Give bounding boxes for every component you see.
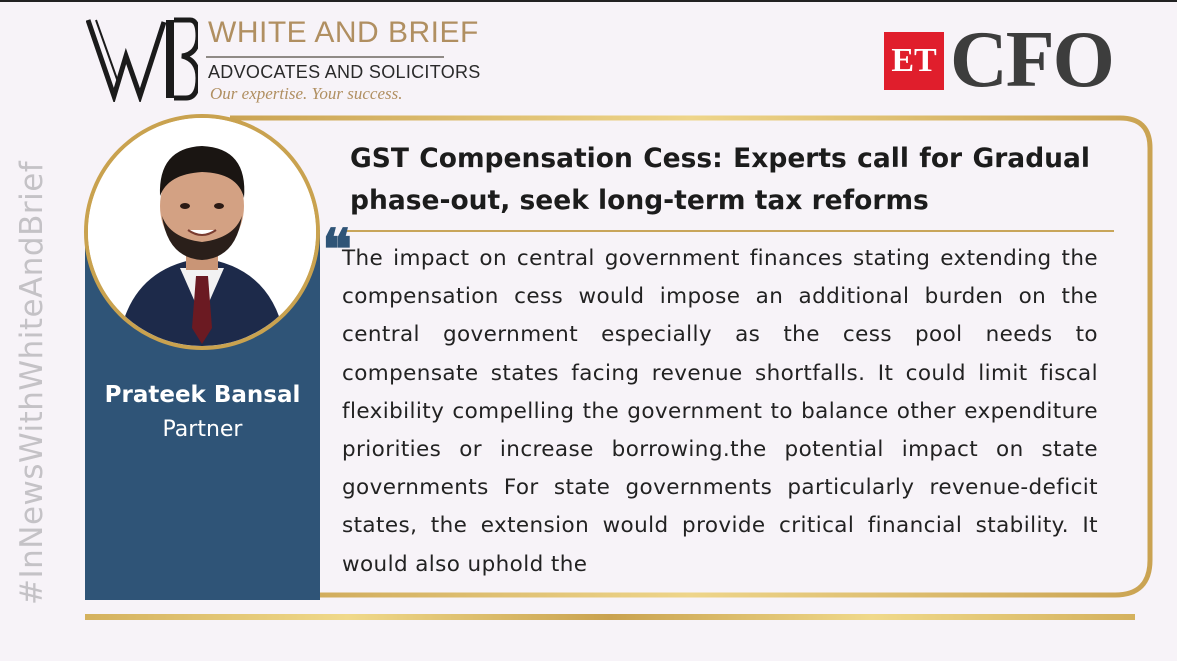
headline-divider xyxy=(342,230,1114,232)
firm-tagline: Our expertise. Your success. xyxy=(210,84,403,103)
wb-monogram-icon xyxy=(86,16,198,102)
hashtag-vertical: #InNewsWithWhiteAndBrief xyxy=(14,160,50,605)
firm-name: WHITE AND BRIEF xyxy=(208,16,479,49)
bottom-gold-rule xyxy=(85,614,1135,620)
firm-subtitle: ADVOCATES AND SOLICITORS xyxy=(208,62,481,82)
top-border xyxy=(0,0,1177,2)
cfo-logo: CFO xyxy=(950,16,1113,104)
article-headline: GST Compensation Cess: Experts call for Gradual phase-out, seek long-term tax reforms xyxy=(350,143,1090,216)
firm-name-divider xyxy=(206,56,444,58)
et-logo: ET xyxy=(884,32,944,90)
person-portrait-icon xyxy=(88,118,316,346)
article-quote-body: The impact on central government finances stating extending the compensation cess would impose an additional burden on the central government especially as the cess pool needs to compensate states facing revenue shortfalls. It could limit fiscal flexibility compelling the government to balance other expenditure priorities or increase borrowing.the potential impact on state governments For state governments particularly revenue-deficit states, the extension would provide critical financial stability. It would also uphold the xyxy=(342,246,1098,577)
person-role: Partner xyxy=(162,417,243,442)
profile-photo xyxy=(84,114,320,350)
quote-icon: ❝ xyxy=(322,217,353,283)
person-name: Prateek Bansal xyxy=(104,382,301,408)
